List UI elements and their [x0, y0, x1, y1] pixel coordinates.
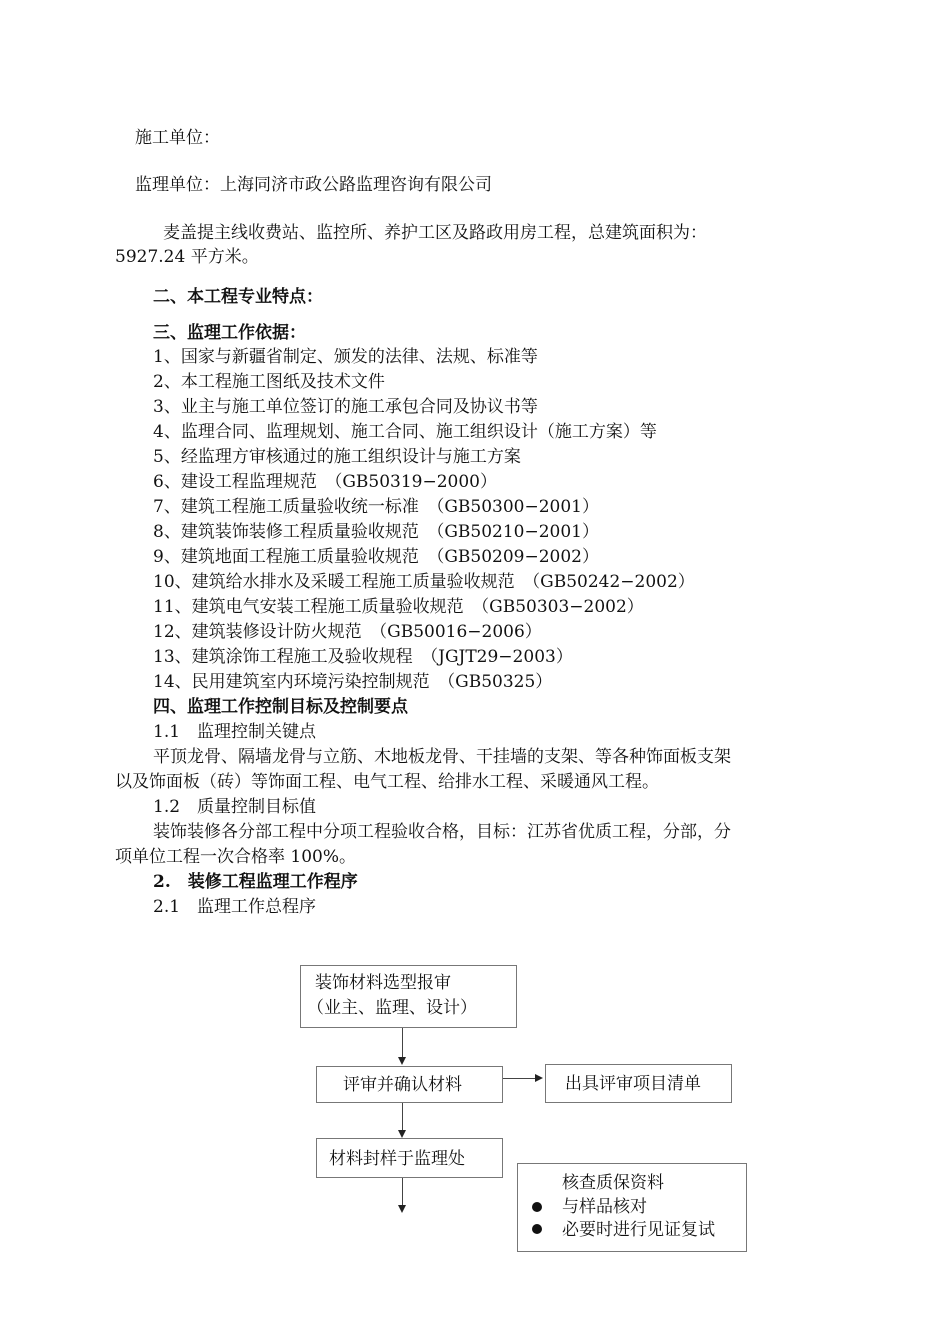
basis-item: 5、经监理方审核通过的施工组织设计与施工方案 — [153, 447, 521, 467]
flow-step-confirm-material — [316, 1066, 503, 1103]
arrow-down-icon — [398, 1205, 406, 1213]
flow-step-label: （业主、监理、设计） — [307, 998, 477, 1018]
section-3-heading: 三、监理工作依据： — [153, 323, 306, 343]
flow-connector — [402, 1028, 403, 1057]
basis-item: 14、民用建筑室内环境污染控制规范 （GB50325） — [153, 672, 553, 692]
flow-step-seal-sample — [316, 1138, 503, 1178]
supervisor-line: 监理单位：上海同济市政公路监理咨询有限公司 — [135, 175, 492, 195]
basis-item: 1、国家与新疆省制定、颁发的法律、法规、标准等 — [153, 347, 538, 367]
basis-item: 11、建筑电气安装工程施工质量验收规范 （GB50303−2002） — [153, 597, 644, 617]
intro-line-1: 麦盖提主线收费站、监控所、养护工区及路政用房工程，总建筑面积为： — [163, 223, 707, 243]
section-4-heading: 四、监理工作控制目标及控制要点 — [153, 697, 408, 717]
basis-item: 8、建筑装饰装修工程质量验收规范 （GB50210−2001） — [153, 522, 599, 542]
flow-connector — [402, 1178, 403, 1205]
basis-item: 2、本工程施工图纸及技术文件 — [153, 372, 385, 392]
basis-item: 4、监理合同、监理规划、施工合同、施工组织设计（施工方案）等 — [153, 422, 657, 442]
check-item: 必要时进行见证复试 — [562, 1220, 715, 1240]
flow-connector — [503, 1078, 535, 1079]
subsection-1-1-text: 平顶龙骨、隔墙龙骨与立筋、木地板龙骨、干挂墙的支架、等各种饰面板支架 — [153, 747, 731, 767]
basis-item: 12、建筑装修设计防火规范 （GB50016−2006） — [153, 622, 542, 642]
bullet-icon — [532, 1224, 542, 1234]
basis-item: 7、建筑工程施工质量验收统一标准 （GB50300−2001） — [153, 497, 599, 517]
basis-item: 9、建筑地面工程施工质量验收规范 （GB50209−2002） — [153, 547, 599, 567]
bullet-icon — [532, 1202, 542, 1212]
subsection-1-1-text: 以及饰面板（砖）等饰面工程、电气工程、给排水工程、采暖通风工程。 — [115, 772, 659, 792]
section-2-heading: 二、本工程专业特点： — [153, 287, 323, 307]
flow-step-issue-list — [545, 1064, 732, 1103]
intro-line-2: 5927.24 平方米。 — [115, 247, 259, 267]
section-2-procedure-heading: 2. 装修工程监理工作程序 — [153, 872, 358, 892]
flow-step-material-review — [300, 965, 517, 1028]
subsection-1-2-text: 项单位工程一次合格率 100%。 — [115, 847, 357, 867]
flow-connector — [402, 1103, 403, 1130]
flow-check-box — [517, 1163, 747, 1252]
flow-step-label: 材料封样于监理处 — [329, 1149, 465, 1169]
flow-step-label: 评审并确认材料 — [343, 1075, 462, 1095]
check-title: 核查质保资料 — [562, 1173, 664, 1193]
flow-step-label: 装饰材料选型报审 — [315, 973, 451, 993]
subsection-1-2-text: 装饰装修各分部工程中分项工程验收合格，目标：江苏省优质工程，分部，分 — [153, 822, 731, 842]
flow-step-label: 出具评审项目清单 — [565, 1074, 701, 1094]
basis-item: 6、建设工程监理规范 （GB50319−2000） — [153, 472, 497, 492]
subsection-2-1-title: 2.1 监理工作总程序 — [153, 897, 317, 917]
basis-item: 13、建筑涂饰工程施工及验收规程 （JGJT29−2003） — [153, 647, 573, 667]
arrow-down-icon — [398, 1057, 406, 1065]
subsection-1-2-title: 1.2 质量控制目标值 — [153, 797, 317, 817]
basis-item: 10、建筑给水排水及采暖工程施工质量验收规范 （GB50242−2002） — [153, 572, 695, 592]
arrow-down-icon — [398, 1130, 406, 1138]
check-item: 与样品核对 — [562, 1197, 647, 1217]
arrow-right-icon — [535, 1074, 543, 1082]
basis-item: 3、业主与施工单位签订的施工承包合同及协议书等 — [153, 397, 538, 417]
subsection-1-1-title: 1.1 监理控制关键点 — [153, 722, 317, 742]
contractor-line: 施工单位： — [135, 128, 220, 148]
